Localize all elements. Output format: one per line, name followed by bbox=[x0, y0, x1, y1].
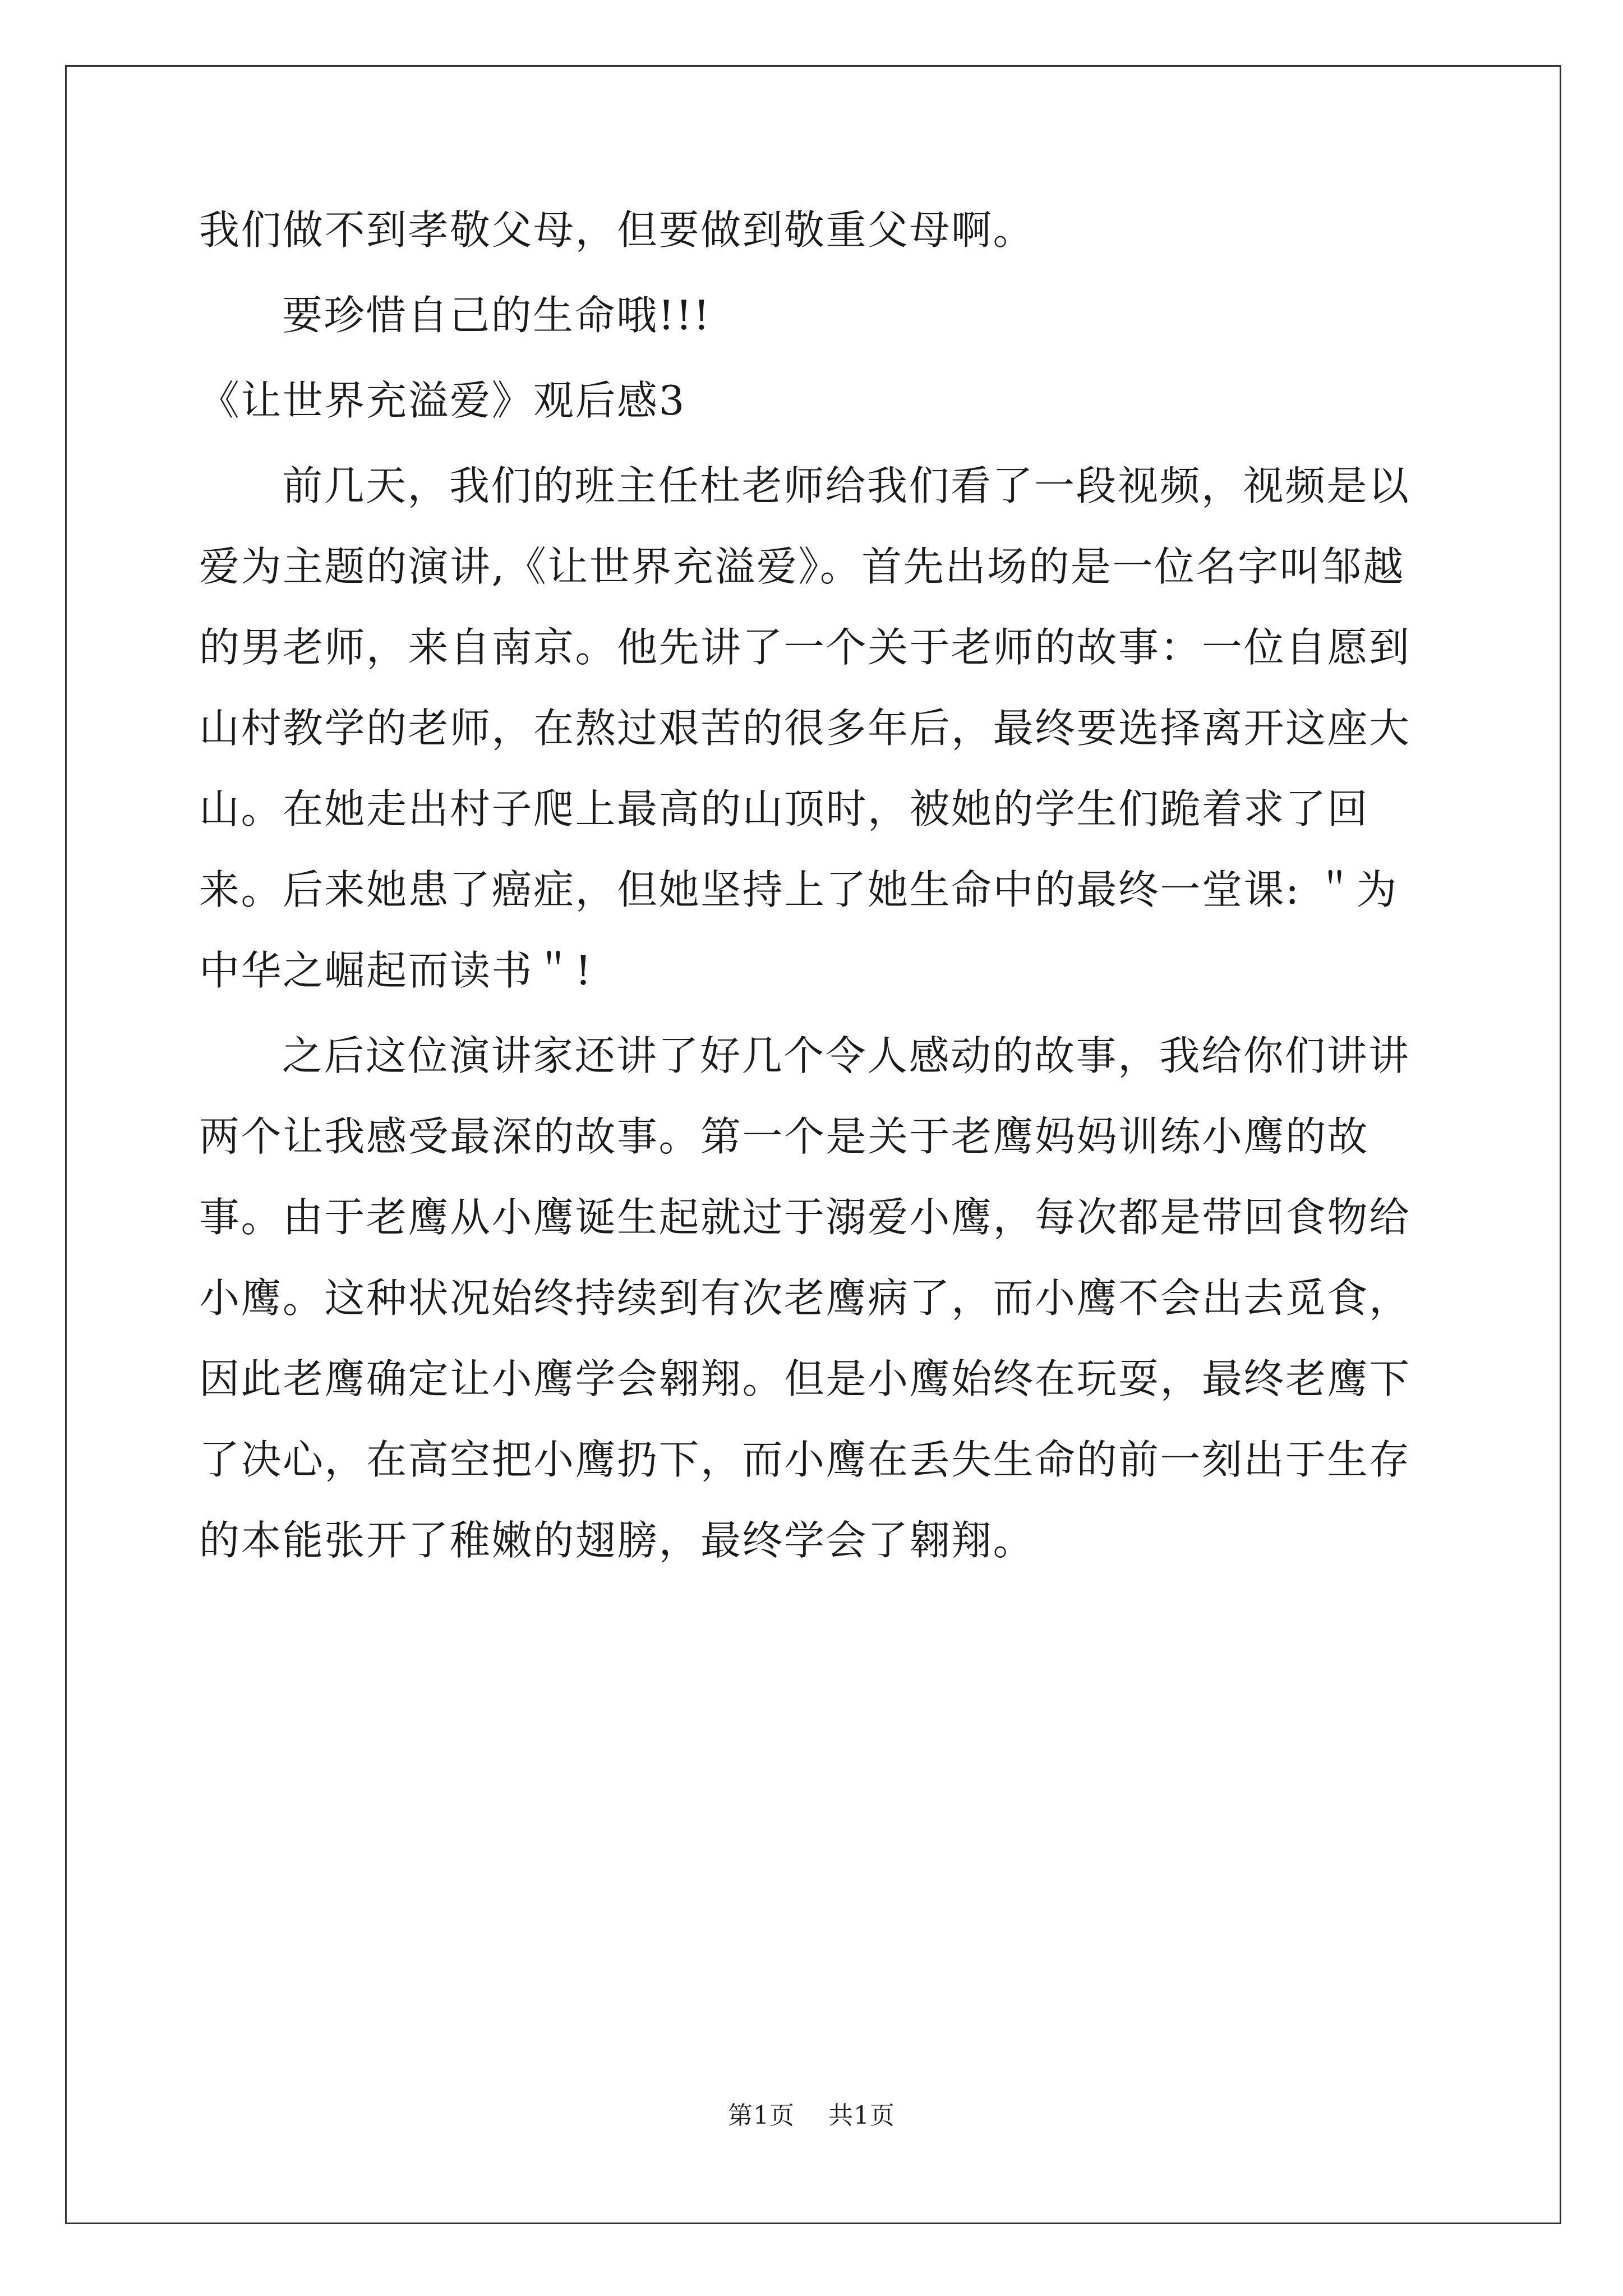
paragraph-2: 要珍惜自己的生命哦!!! bbox=[282, 292, 711, 339]
document-body bbox=[199, 190, 1433, 1585]
paragraph-4: 之后这位演讲家还讲了好几个令人感动的故事，我给你们讲讲两个让我感受最深的故事。第一个是关于老鹰妈妈训练小鹰的故事。由于老鹰从小鹰诞生起就过于溺爱小鹰，每次都是带回食物给小鹰。这种状况始终持续到有次老鹰病了，而小鹰不会出去觅食，因此老鹰确定让小鹰学会翱翔。但是小鹰始终在玩耍，最终老鹰下了决心，在高空把小鹰扔下，而小鹰在丢失生命的前一刻出于生存的本能张开了稚嫩的翅膀，最终学会了翱翔。 bbox=[199, 1032, 1411, 1564]
page-total: 共1页 bbox=[828, 2101, 895, 2130]
paragraph-1: 我们做不到孝敬父母，但要做到敬重父母啊。 bbox=[199, 206, 1035, 254]
page-number: 第1页 bbox=[728, 2101, 795, 2130]
section-title: 《让世界充溢爱》观后感3 bbox=[199, 377, 686, 424]
paragraph-3: 前几天，我们的班主任杜老师给我们看了一段视频，视频是以爱为主题的演讲,《让世界充溢爱》。首先出场的是一位名字叫邹越的男老师，来自南京。他先讲了一个关于老师的故事：一位自愿到山村教学的老师，在熬过艰苦的很多年后，最终要选择离开这座大山。在她走出村子爬上最高的山顶时，被她的学生们跪着求了回来。后来她患了癌症，但她坚持上了她生命中的最终一堂课: ＂为中华之崛起而读书＂! bbox=[199, 462, 1411, 994]
page-footer bbox=[0, 2099, 1623, 2133]
